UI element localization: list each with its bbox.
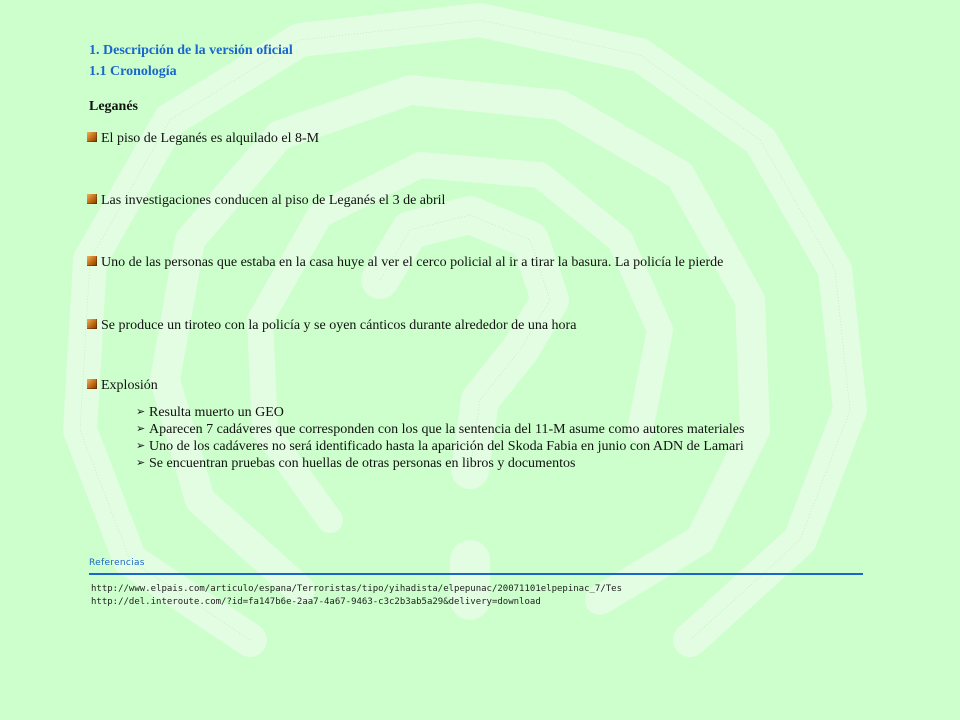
orange-square-bullet-icon (87, 319, 97, 329)
sub-bullet-text: Uno de los cadáveres no será identificado hasta la aparición del Skoda Fabia en junio con ADN de Lamari (149, 439, 744, 454)
orange-square-bullet-icon (87, 379, 97, 389)
bullet-text: Las investigaciones conducen al piso de Leganés el 3 de abril (101, 193, 446, 208)
sub-bullet-item (136, 421, 744, 438)
bullet-text: Explosión (101, 378, 158, 393)
bullet-text: El piso de Leganés es alquilado el 8-M (101, 131, 320, 146)
sub-bullet-item (136, 438, 744, 455)
bullet-item (87, 255, 723, 271)
bullet-text: Uno de las personas que estaba en la casa huye al ver el cerco policial al ir a tirar la basura. La policía le pierde (101, 255, 724, 270)
reference-link[interactable]: http://www.elpais.com/articulo/espana/Terroristas/tipo/yihadista/elpepunac/20071101elpepinac_7/Tes (91, 584, 623, 594)
arrow-bullet-icon: ➢ (136, 457, 146, 469)
sub-bullet-item (136, 455, 744, 472)
bullet-item (87, 378, 158, 394)
bullet-item (87, 318, 576, 334)
bullet-text: Se produce un tiroteo con la policía y se oyen cánticos durante alrededor de una hora (101, 318, 577, 333)
references-label: Referencias (89, 558, 145, 568)
bullet-item (87, 193, 445, 209)
section-title: Leganés (89, 99, 138, 114)
orange-square-bullet-icon (87, 132, 97, 142)
arrow-bullet-icon: ➢ (136, 423, 146, 435)
sub-bullet-text: Se encuentran pruebas con huellas de otras personas en libros y documentos (149, 456, 576, 471)
arrow-bullet-icon: ➢ (136, 406, 146, 418)
arrow-bullet-icon: ➢ (136, 440, 146, 452)
bullet-item (87, 131, 319, 147)
orange-square-bullet-icon (87, 256, 97, 266)
page-title: 1. Descripción de la versión oficial (89, 43, 293, 58)
sub-bullet-text: Aparecen 7 cadáveres que corresponden con los que la sentencia del 11-M asume como autores materiales (149, 422, 745, 437)
reference-link[interactable]: http://del.interoute.com/?id=fa147b6e-2aa7-4a67-9463-c3c2b3ab5a29&delivery=download (91, 597, 541, 607)
orange-square-bullet-icon (87, 194, 97, 204)
references-divider (89, 573, 863, 575)
page-subtitle: 1.1 Cronología (89, 64, 177, 79)
sub-bullet-list (136, 404, 744, 472)
sub-bullet-text: Resulta muerto un GEO (149, 405, 284, 420)
sub-bullet-item (136, 404, 744, 421)
